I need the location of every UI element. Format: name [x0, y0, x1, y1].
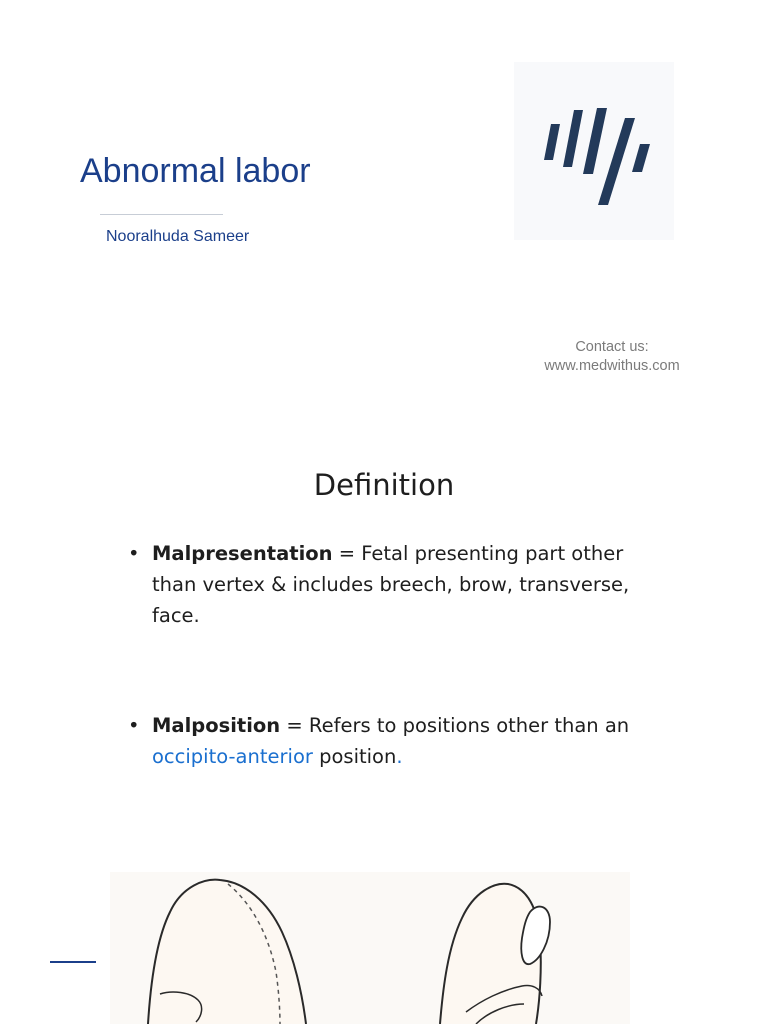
trailing-period: .: [396, 745, 403, 768]
bullet-text: = Fetal presenting part other than vertex & includes breech, brow, transverse, face.: [152, 542, 630, 627]
definition-heading: Definition: [313, 468, 455, 502]
bullet-dot-icon: •: [128, 542, 140, 565]
contact-url[interactable]: www.medwithus.com: [544, 358, 680, 374]
fetal-head-illustration-icon: [110, 872, 630, 1024]
author-name: Nooralhuda Sameer: [106, 228, 250, 245]
contact-info: [512, 338, 712, 376]
title-slide: [0, 0, 768, 420]
striped-bars-logo-icon: [514, 62, 674, 240]
page-divider: [50, 961, 96, 963]
bullet-term: Malpresentation: [152, 542, 333, 565]
definition-slide: [0, 420, 768, 1024]
bullet-term: Malposition: [152, 714, 281, 737]
contact-label: Contact us:: [575, 339, 649, 355]
page-title: Abnormal labor: [80, 152, 311, 190]
bullet-malpresentation: [128, 538, 652, 631]
bullet-malposition: [128, 710, 652, 772]
title-divider: [100, 214, 223, 215]
occipito-anterior-link: occipito-anterior: [152, 745, 313, 768]
bullet-text: = Refers to positions other than an: [280, 714, 630, 737]
bullet-dot-icon: •: [128, 714, 140, 737]
bullet-text-end: position: [312, 745, 397, 768]
